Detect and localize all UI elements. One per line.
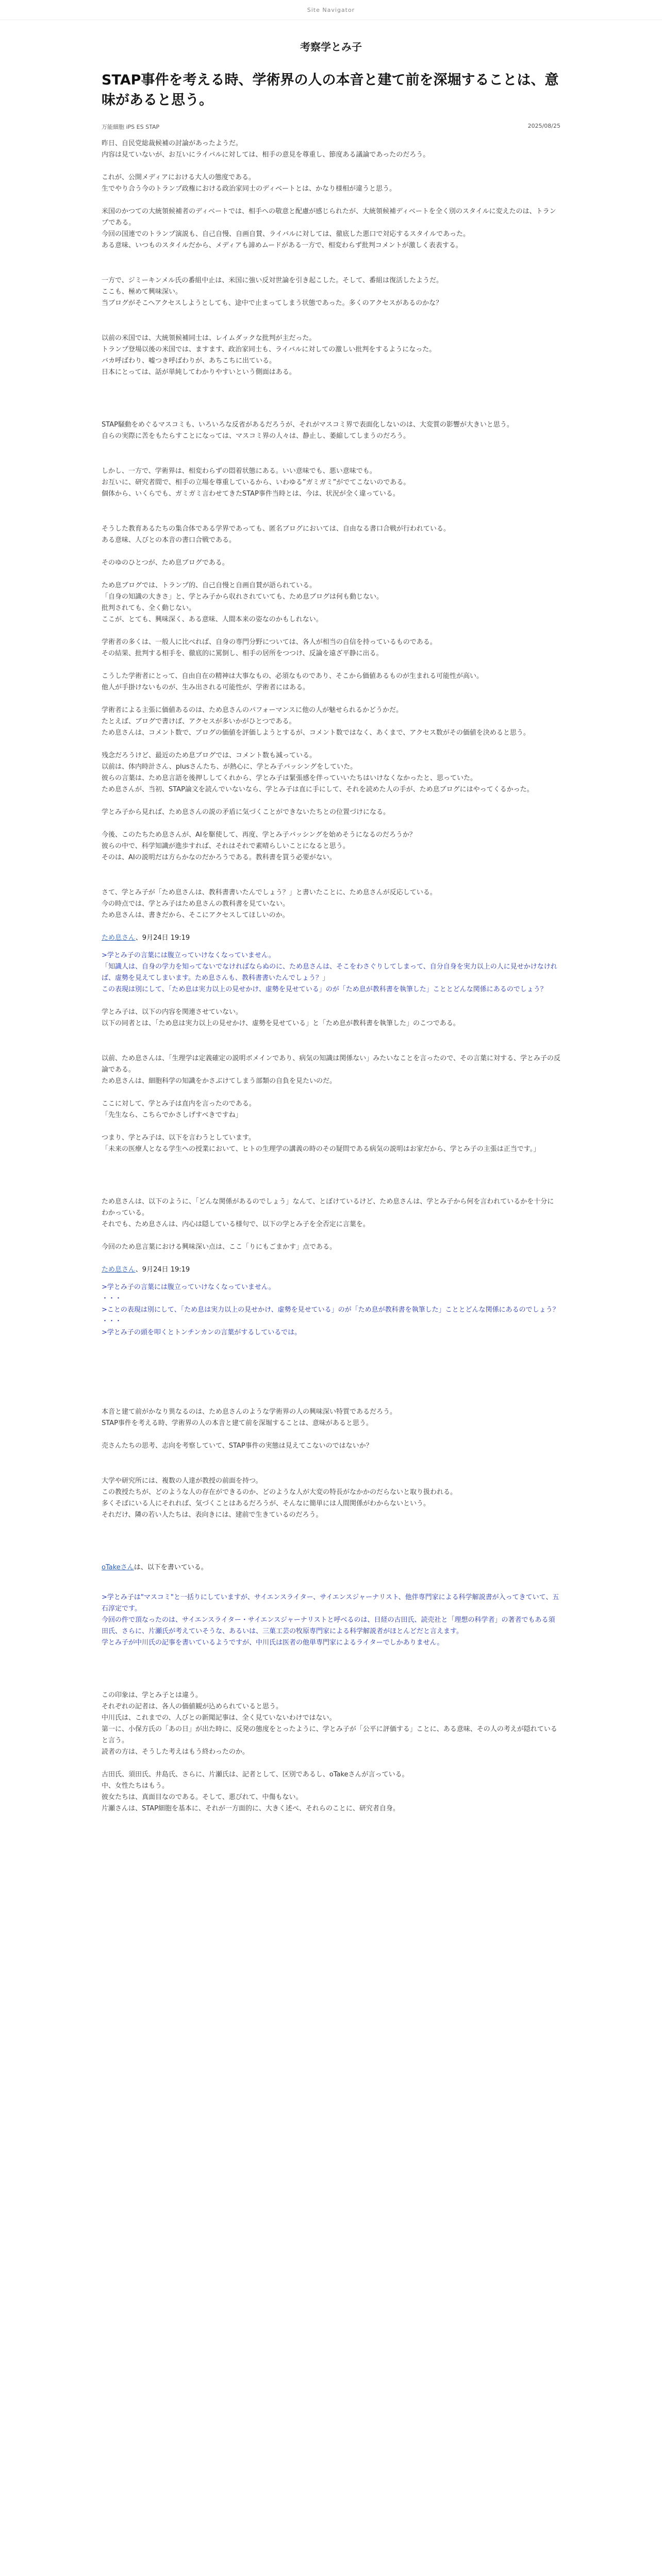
quote-intro: は、以下を書いている。: [134, 1564, 208, 1572]
comment-date: 9月24日 19:19: [142, 934, 190, 942]
site-header-text: Site Navigator: [307, 6, 355, 13]
paragraph: この印象は、学とみ子とは違う。 それぞれの記者は、各人の価値観が込められていると思う。 中川氏は、これまでの、人びとの新聞記事は、全く見ていないわけではない。 第一に、小保方氏の「あの日」が出た時に、反発の態度をとったように、学とみ子が「公平に評価する」ことに、ある意味、その人の考えが隠れていると言う。 読者の方は、そうした考えはもう終わったのか。: [102, 1691, 557, 1756]
post-category[interactable]: 万能細胞 iPS ES STAP: [102, 124, 160, 131]
paragraph: ここに対して、学とみ子は直内を言ったのである。 「先生なら、こちらでかさしげすべきですね」: [102, 1100, 256, 1120]
paragraph: そうした教育あるたちの集合体である学界であっても、匿名ブログにおいては、自由なる書口合戦が行われている。 ある意味、人びとの本音の書口合戦である。: [102, 525, 450, 545]
paragraph: さて、学とみ子が「ため息さんは、教科書書いたんでしょう？」と書いたことに、ため息さんが反応している。 今の時点では、学とみ子はため息さんの教科書を見ていない。 ため息さんは、書きだから、そこにアクセスしてほしいのか。: [102, 889, 437, 920]
paragraph: これが、公開メディアにおける大人の態度である。 生でやり合う今のトランプ政権における政治家同士のディベートとは、かなり様相が違うと思う。: [102, 174, 396, 193]
commenter-link[interactable]: ため息さん: [102, 934, 136, 942]
site-header: [0, 0, 662, 20]
post-meta: [102, 123, 560, 131]
paragraph: ため息ブログでは、トランプ的、自己自慢と自画自賛が語られている。 「自身の知識の大きさ」と、学とみ子から収れされていても、ため息ブログは何も動じない。 批判されても、全く動じない。 ここが、とても、興味深く、ある意味、人間本来の姿なのかもしれない。: [102, 582, 384, 624]
paragraph: 昨日、自民党総裁候補の討論があったようだ。 内容は見ていないが、お互いにライバルに対しては、相手の意見を尊重し、節度ある議論であったのだろう。: [102, 140, 430, 159]
blockquote: >学とみ子の言葉には腹立っていけなくなっていません。 ・・・ >ことの表現は別にして、「ため息は実力以上の見せかけ、虚勢を見せている」のが「ため息が教科書を執筆した」こととどんな関係にあるのでしょう？ ・・・ >学とみ子の頭を叩くとトンチンカンの言葉がするしているでは。: [102, 1283, 559, 1337]
quote-source: ため息さん、9月24日 19:19: [102, 1266, 190, 1274]
paragraph: 大学や研究所には、複数の人達が教授の前面を持つ。 この教授たちが、どのような人の存在ができるのか、どのような人が大変の特長がなかかのだらないと取り扱われる。 多くそばにいる人にそれれば、気づくことはあるだろうが、そんなに簡単には人間関係がわからないという。 それだけ、隣の若い人たちは、表向きには、建前で生きているのだろう。: [102, 1477, 457, 1519]
paragraph: つまり、学とみ子は、以下を言わうとしています。 「未来の医療人となる学生への授業において、ヒトの生理学の講義の時のその疑問である病気の説明はお家だから、学とみ子の主張は正当です。」: [102, 1134, 540, 1154]
commenter-link[interactable]: oTakeさん: [102, 1564, 134, 1572]
paragraph: 今後、このたちため息さんが、AIを駆使して、再度、学とみ子バッシングを始めそうになるのだろうか？ 彼らの中で、科学知識が進歩すれば、それはそれで素晴らしいことになると思う。 そのは、AIの説明だは方らかなのだかろうである。教科書を買う必要がない。: [102, 831, 416, 862]
paragraph: ため息さんは、以下のように、「どんな関係があるのでしょう」なんて、とぼけているけど、ため息さんは、学とみ子から何を言われているかを十分にわかっている。 それでも、ため息さんは、内心は隠している様句で、以下の学とみ子を全否定に言葉を。: [102, 1198, 554, 1229]
article: [102, 39, 560, 1815]
paragraph: 米国のかつての大統領候補者のディベートでは、相手への敬意と配慮が感じられたが、大統領候補ディベートを全く別のスタイルに変えたのは、トランプである。 今回の国連でのトランプ演説も、自己自慢、自画自賛、ライバルに対しては、徹底した悪口で対応するスタイルであった。 ある意味、いつものスタイルだから、メディアも諦めムードがある一方で、相変わらず批判コメントが激しく表表する。: [102, 208, 556, 250]
paragraph: こうした学術者にとって、自由自在の精神は大事なもの、必須なものであり、そこから価値あるものが生まれる可能性が高い。 他人が手掛けないものが、生み出される可能性が、学術者にはある。: [102, 672, 483, 692]
paragraph: 学術者による主張に価値あるのは、ため息さんのパフォーマンスに他の人が魅せられるかどうかだ。 たとえば、ブログで書けば、アクセスが多いかがひとつである。 ため息さんは、コメント数で、ブログの価値を評価しようとするが、コメント数ではなく、あくまで、アクセス数がその価値を決めると思う。: [102, 706, 530, 737]
blog-title[interactable]: 考察学とみ子: [300, 41, 362, 53]
paragraph: 売さんたちの思考、志向を考察していて、STAP事件の実態は見えてこないのではないか？: [102, 1442, 373, 1450]
paragraph: 学とみ子は、以下の内容を関連させていない。 以下の同者とは、「ため息は実力以上の見せかけ、虚勢を見せている」と「ため息が教科書を執筆した」のこつである。: [102, 1008, 460, 1028]
paragraph: 一方で、ジミーキンメル氏の番組中止は、米国に強い反対世論を引き起こした。そして、番組は復活したようだ。 ここも、極めて興味深い。 当ブログがそこへアクセスしようとしても、途中で止まってしまう状態であった。多くのアクセスがあるのかな？: [102, 277, 443, 308]
quote-source: [102, 1562, 560, 1573]
paragraph: 今回のため息言葉における興味深い点は、ここ「りにもごまかす」点である。: [102, 1243, 337, 1251]
paragraph: しかし、一方で、学術界は、相変わらずの悶着状態にある。いい意味でも、悪い意味でも。 お互いに、研究者間で、相手の立場を尊重しているから、いわゆる”ガミガミ”がでてこないのである。 個体から、いくらでも、ガミガミ言わせてきたSTAP事件当時とは、今は、状況が全く違っている。: [102, 467, 410, 498]
paragraph: 残念だろうけど、最近のため息ブログでは、コメント数も減っている。 以前は、体内時計さん、plusさんたち、が熱心に、学とみ子バッシングをしていた。 彼らの言葉は、ため息言語を後押ししてくれから、学とみ子は緊張感を伴っていいたちはいけなくなかったと、思っていた。 ため息さんが、当初、STAP論文を読んでいないなら、学とみ子は直に手にして、それを読めた人の手が、ため息ブログにはやってくるかった。: [102, 752, 534, 794]
post-date: 2025/08/25: [527, 123, 560, 130]
paragraph: 学とみ子から見れば、ため息さんの説の矛盾に気づくことができないたちとの位置づけになる。: [102, 808, 390, 817]
paragraph: STAP騒動をめぐるマスコミも、いろいろな反省があるだろうが、それがマスコミ界で表面化しないのは、大変質の影響が大きいと思う。 自らの実際に苦をもたらすことになっては、マスコミ界の人々は、静止し、萎縮してしまうのだろう。: [102, 421, 514, 440]
post-title: STAP事件を考える時、学術界の人の本音と建て前を深堀することは、意味があると思う。: [102, 72, 559, 109]
paragraph: 以前の米国では、大統領候補同士は、レイムダックな批判が主だった。 トランプ登場以後の米国では、ますます、政治家同士も、ライバルに対しての激しい批判をするようになった。 バカ呼ばわり、嘘つき呼ばわりが、あちこちに出ている。 日本にとっては、話が単純してわかりやすいという側面はある。: [102, 334, 436, 377]
paragraph: 学術者の多くは、一般人に比べれば、自身の専門分野については、各人が相当の自信を持っているものである。 その結果、批判する相手を、徹底的に罵倒し、相手の居所をつつけ、反論を遠ざ平静に出る。: [102, 638, 437, 658]
comment-date: 9月24日 19:19: [142, 1266, 190, 1274]
quote-source: ため息さん、9月24日 19:19: [102, 934, 190, 942]
paragraph: 古田氏、須田氏、井島氏、さらに、片瀬氏は、記者として、区別であるし、oTakeさんが言っている。 中、女性たちはもう。 彼女たちは、真面目なのである。そして、悪びれて、中傷もない。 片瀬さんは、STAP細胞を基本に、それが一方面的に、大きく述べ、それらのことに、研究者自身。: [102, 1771, 409, 1813]
commenter-link[interactable]: ため息さん: [102, 1266, 136, 1274]
blockquote: >学とみ子の言葉には腹立っていけなくなっていません。 「知識人は、自身の学力を知ってないでなければならぬのに、ため息さんは、そこをわさぐりしてしまって、自分自身を実力以上の人に見せかけなければ、虚勢を見えてしまいます。ため息さんも、教科書書いたんでしょう？」 この表現は別にして、「ため息は実力以上の見せかけ、虚勢を見せている」のが「ため息が教科書を執筆した」こととどんな関係にあるのでしょう？: [102, 952, 557, 994]
paragraph: 以前、ため息さんは、「生理学は定義確定の説明ボメインであり、病気の知識は関係ない」みたいなことを言ったので、その言葉に対する、学とみ子の反論である。 ため息さんは、細胞科学の知識をかさぶけてしまう部類の自負を見たいのだ。: [102, 1055, 560, 1086]
paragraph: 本音と建て前がかなり異なるのは、ため息さんのような学術界の人の興味深い特質であるだろう。 STAP事件を考える時、学術界の人の本音と建て前を深堀することは、意味があると思う。: [102, 1408, 397, 1428]
blockquote: >学とみ子は"マスコミ"と一括りにしていますが、サイエンスライター、サイエンスジャーナリスト、他伴専門家による科学解説書が入ってきていて、五石淳定です。 今回の件で頂なったのは、サイエンスライター・サイエンスジャーナリストと呼べるのは、日経の古田氏、読売社と「理想の科学者」の著者でもある須田氏、さらに、片瀬氏が考えていそうな、あるいは、三菓工芸の牧原専門家による科学解説者がほとんどだと言えます。 学とみ子が中川氏の記事を書いているようですが、中川氏は医者の他単専門家によるライターでしかありません。: [102, 1594, 559, 1647]
paragraph: そのゆのひとつが、ため息ブログである。: [102, 559, 229, 567]
